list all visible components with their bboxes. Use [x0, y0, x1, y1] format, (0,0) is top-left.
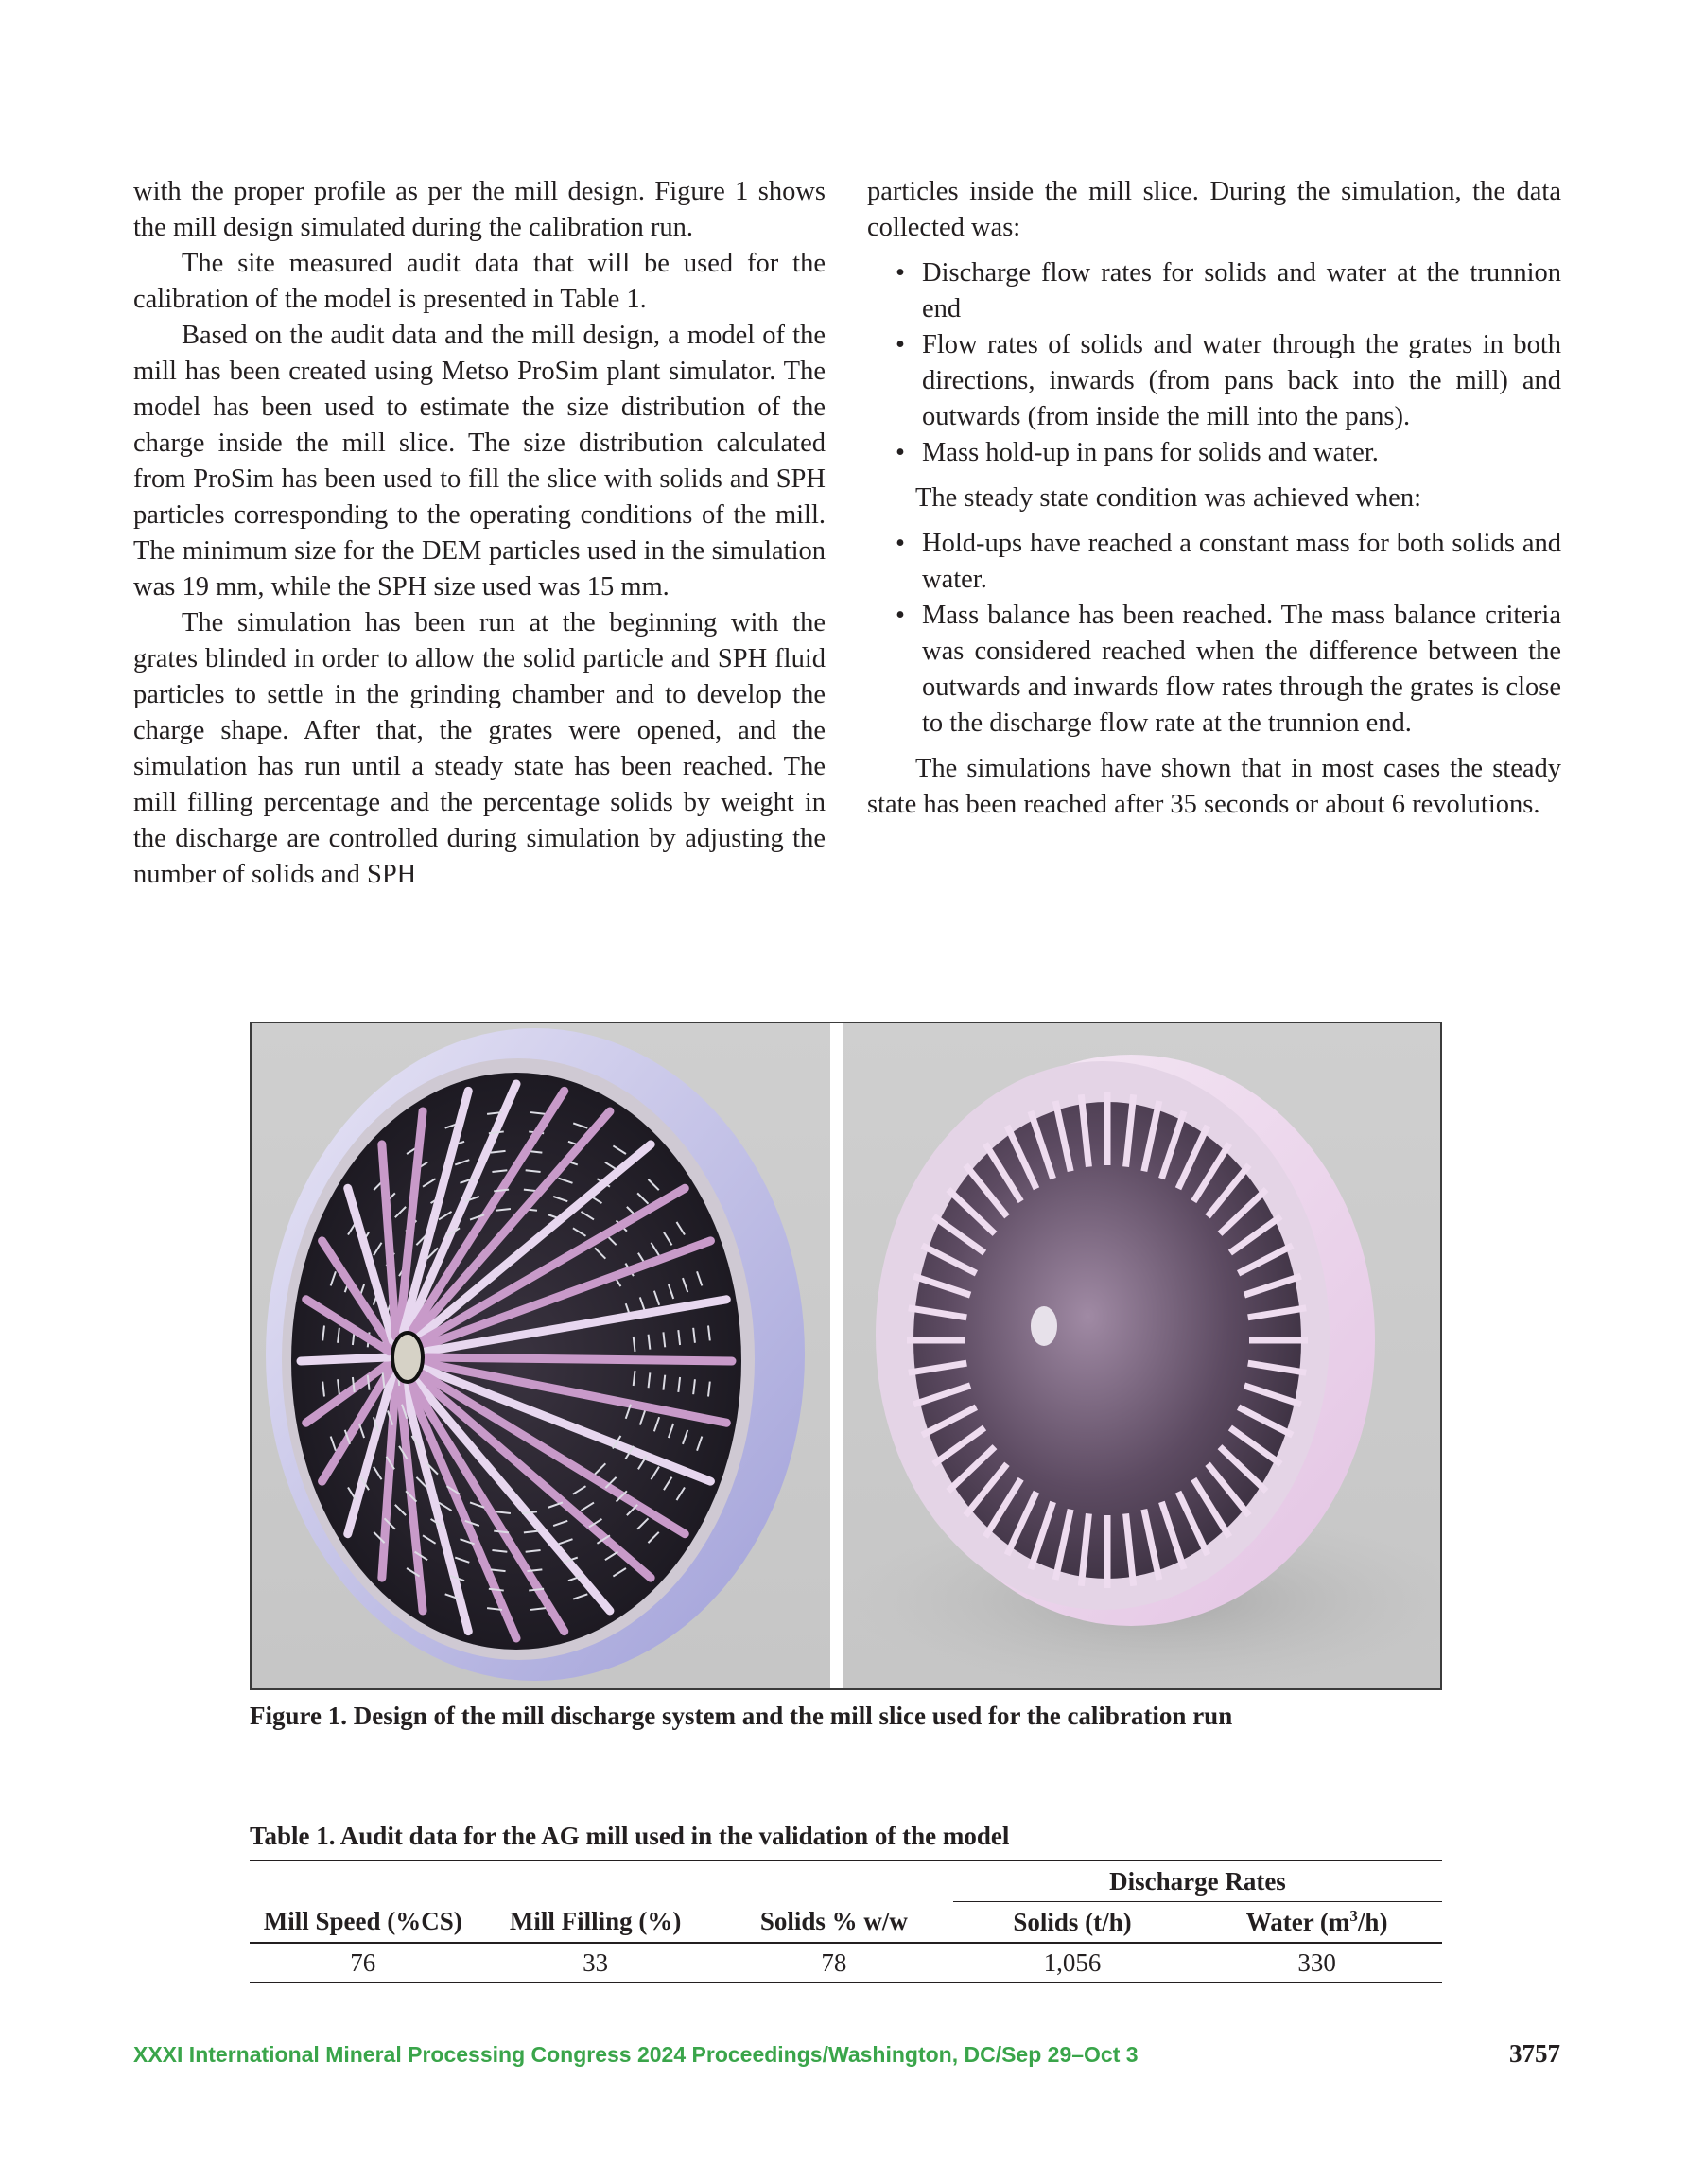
list-item: • Mass balance has been reached. The mass balance criteria was considered reached when the difference between the outwards and inwards flow rates through the grates is close to the discharge flow rate at the trunnion end.: [846, 598, 1561, 742]
table-group-header-row: [250, 1861, 1442, 1902]
figure-caption: Figure 1. Design of the mill discharge system and the mill slice used for the calibration run: [250, 1702, 1233, 1730]
paragraph: The simulation has been run at the beginning with the grates blinded in order to allow the solid particle and SPH fluid particles to settle in the grinding chamber and to develop the charge shape. After that, the grates were opened, and the simulation has run until a steady state has been reached. The mill filling percentage and the percentage solids by weight in the discharge are controlled during simulation by adjusting the number of solids and SPH: [133, 608, 826, 889]
paragraph: The steady state condition was achieved when:: [915, 483, 1421, 513]
right-column: [867, 174, 1561, 823]
table-cell: 78: [821, 1948, 847, 1977]
table-cell: 33: [583, 1948, 609, 1977]
footer-text: XXXI International Mineral Processing Congress 2024 Proceedings/Washington, DC/Sep 29–Oct 3: [133, 2042, 1139, 2067]
list-item: • Flow rates of solids and water through the grates in both directions, inwards (from pans back into the mill) and outwards (from inside the mill into the pans).: [846, 327, 1561, 435]
figure-mill-renderings: [250, 1022, 1442, 1690]
left-column: [133, 174, 826, 893]
trunnion-left: [392, 1333, 423, 1382]
table-header: Solids (t/h): [953, 1902, 1191, 1944]
paragraph: particles inside the mill slice. During the simulation, the data collected was:: [867, 177, 1561, 242]
page-number: 3757: [1509, 2039, 1560, 2068]
table-row: [250, 1943, 1442, 1983]
table-group-header: Discharge Rates: [1109, 1866, 1286, 1896]
table-header: Mill Speed (%CS): [263, 1907, 462, 1936]
list-item: • Mass hold-up in pans for solids and water.: [846, 435, 1561, 471]
table-header-water: Water $(m^3/h)$: [1191, 1902, 1442, 1944]
mill-illustration: [252, 1023, 1442, 1690]
paragraph: with the proper profile as per the mill design. Figure 1 shows the mill design simulated during the calibration run.: [133, 177, 826, 242]
paragraph: The site measured audit data that will be used for the calibration of the model is presented in Table 1.: [133, 249, 826, 314]
list-item: • Discharge flow rates for solids and water at the trunnion end: [846, 255, 1561, 327]
table-title: Table 1. Audit data for the AG mill used in the validation of the model: [250, 1822, 1010, 1850]
paragraph: The simulations have shown that in most cases the steady state has been reached after 35 seconds or about 6 revolutions.: [867, 754, 1561, 819]
table-cell: 330: [1297, 1948, 1336, 1977]
table-cell: 1,056: [1043, 1948, 1102, 1977]
pulp-lifter-spoke: [426, 1357, 732, 1361]
audit-table: [250, 1860, 1442, 1983]
pulp-lifter-spoke: [301, 1357, 389, 1361]
table-cell: 76: [350, 1948, 376, 1977]
table-header: Solids % w/w: [759, 1907, 908, 1936]
trunnion-right: [1031, 1306, 1057, 1346]
bullet-list: [867, 526, 1561, 742]
paragraph: Based on the audit data and the mill design, a model of the mill has been created using Metso ProSim plant simulator. The model has been used to estimate the size distribution of the charge inside the mill slice. The size distribution calculated from ProSim has been used to fill the slice with solids and SPH particles corresponding to the operating conditions of the mill. The minimum size for the DEM particles used in the simulation was 19 mm, while the SPH size used was 15 mm.: [133, 321, 826, 602]
table-header-row: [250, 1902, 1442, 1944]
table-header: Mill Filling (%): [509, 1907, 682, 1936]
bullet-list: [867, 255, 1561, 471]
list-item: • Hold-ups have reached a constant mass for both solids and water.: [846, 526, 1561, 598]
